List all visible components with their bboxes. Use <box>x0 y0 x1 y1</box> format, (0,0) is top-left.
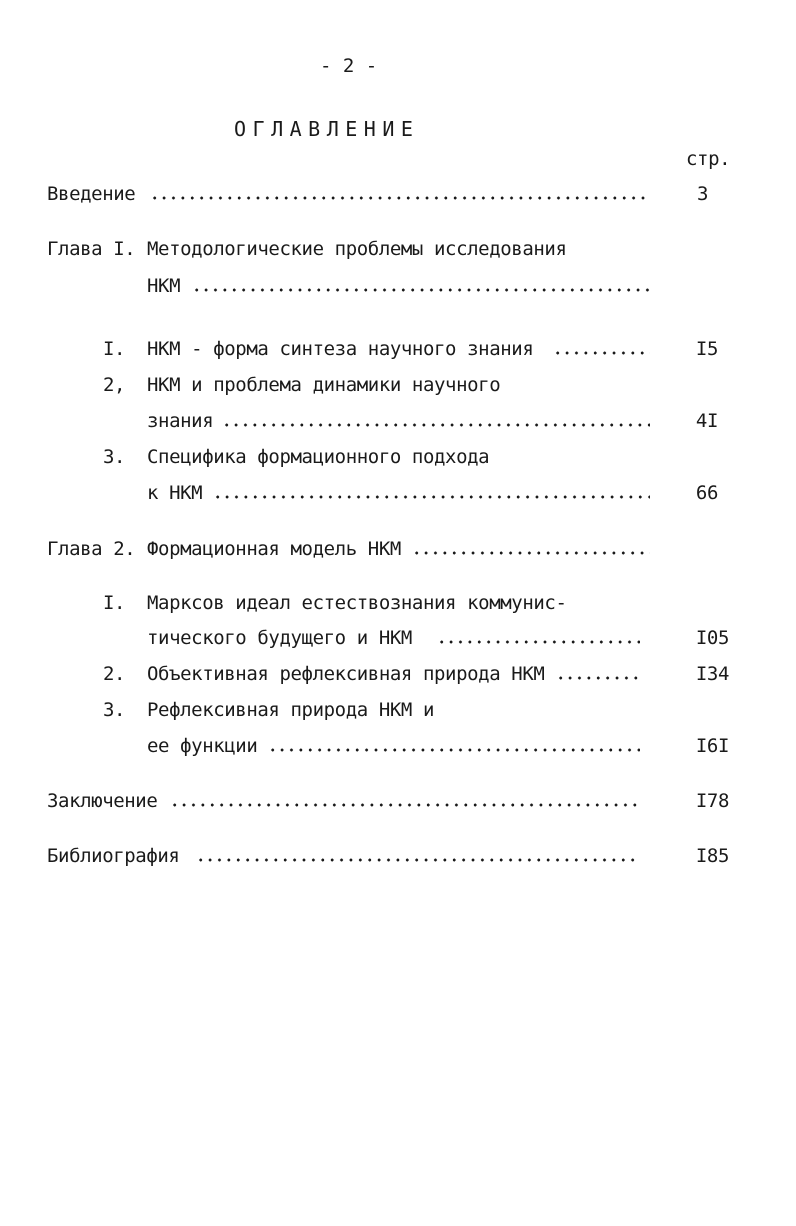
section-page: I05 <box>695 627 729 649</box>
section-page: 4I <box>695 410 718 432</box>
toc-entry-label: Введение <box>47 183 136 205</box>
dot-leader <box>150 196 650 200</box>
section-title-line1: НКМ и проблема динамики научного <box>147 374 501 396</box>
section-title-line1: Рефлексивная природа НКМ и <box>147 699 435 721</box>
toc-entry-page: 3 <box>696 183 708 205</box>
dot-leader <box>412 551 650 555</box>
chapter-title: Формационная модель НКМ <box>147 538 401 560</box>
section-title-line2: тического будущего и НКМ <box>147 627 412 649</box>
section-number: I. <box>103 592 126 614</box>
toc-entry-page: I78 <box>695 790 729 812</box>
page-number: - 2 - <box>320 55 378 77</box>
section-page: I34 <box>695 663 729 685</box>
toc-entry-label: Библиография <box>47 845 180 867</box>
section-number: 2. <box>103 663 126 685</box>
dot-leader <box>196 858 640 862</box>
section-title-line1: Специфика формационного подхода <box>147 446 490 468</box>
toc-entry-label: Заключение <box>47 790 158 812</box>
section-number: 3. <box>103 699 126 721</box>
section-number: 3. <box>103 446 126 468</box>
section-number: I. <box>103 338 126 360</box>
dot-leader <box>192 288 650 292</box>
section-page: I6I <box>695 735 729 757</box>
chapter-title-line1: Методологические проблемы исследования <box>147 238 567 260</box>
section-page: 66 <box>695 482 718 504</box>
section-page: I5 <box>695 338 718 360</box>
dot-leader <box>268 748 640 752</box>
section-title-line2: знания <box>147 410 214 432</box>
dot-leader <box>553 351 650 355</box>
page-title: ОГЛАВЛЕНИЕ <box>234 117 420 141</box>
page-column-label: стр. <box>686 148 731 170</box>
section-title-line2: ее функции <box>147 735 258 757</box>
dot-leader <box>437 640 640 644</box>
dot-leader <box>556 676 640 680</box>
section-title: НКМ - форма синтеза научного знания <box>147 338 534 360</box>
chapter-prefix: Глава 2. <box>47 538 136 560</box>
dot-leader <box>170 803 640 807</box>
dot-leader <box>222 423 650 427</box>
dot-leader <box>213 495 650 499</box>
chapter-prefix: Глава I. <box>47 238 136 260</box>
section-title-line2: к НКМ <box>147 482 203 504</box>
toc-entry-page: I85 <box>695 845 729 867</box>
chapter-title-line2: НКМ <box>147 275 181 297</box>
section-number: 2, <box>103 374 126 396</box>
section-title: Объективная рефлексивная природа НКМ <box>147 663 545 685</box>
section-title-line1: Марксов идеал естествознания коммунис- <box>147 592 567 614</box>
